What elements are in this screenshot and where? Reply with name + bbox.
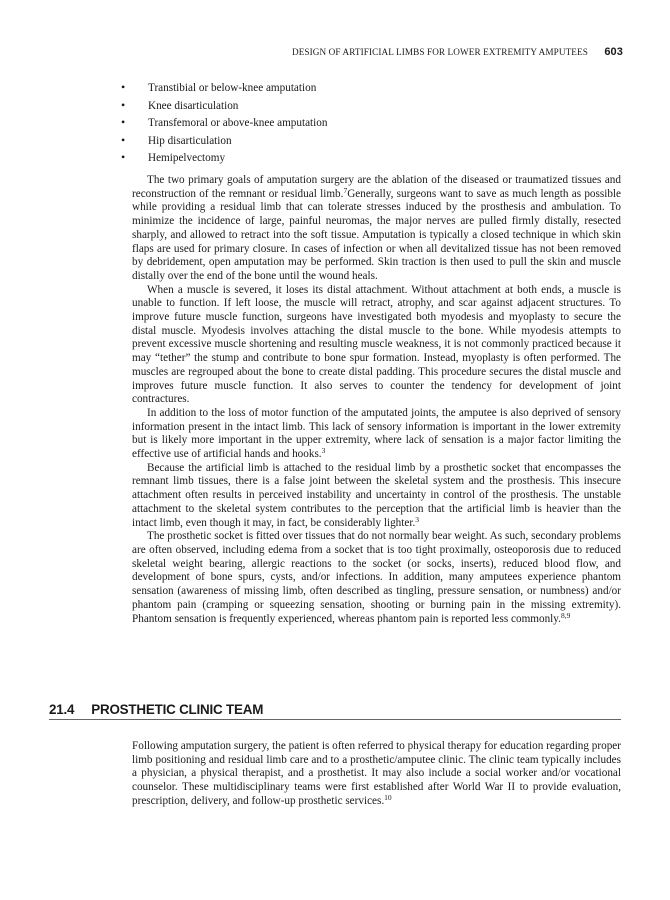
list-item-text: Knee disarticulation [148, 99, 239, 112]
paragraph-sensory: In addition to the loss of motor function of the amputated joints, the amputee is also deprived of sensory information present in the intact limb. This lack of sensory information is important in the lower extremity but is likely more important in the upper extremity, where lack of sensation is a major factor limiting the effective use of artificial hands and hooks.$^3$ [132, 406, 621, 461]
paragraph-muscle: When a muscle is severed, it loses its distal attachment. Without attachment at both ends, a muscle is unable to function. If left loose, the muscle will retract, atrophy, and scar against adjacent structures. To improve future muscle function, surgeons have investigated both myodesis and myoplasty to secure the distal muscle. Myodesis involves attaching the distal muscle to the bone. While myodesis attempts to prevent excessive muscle shortening and resulting muscle weakness, it is not commonly practiced because it may “tether” the stump and contribute to bone spur formation. Instead, myoplasty is often performed. The muscles are regrouped about the bone to create distal padding. This procedure secures the distal muscle and improves future muscle function. It also serves to counter the tendency for development of joint contractures. [132, 283, 621, 406]
bullet-icon: • [121, 132, 126, 147]
amputation-levels-list [121, 79, 327, 167]
list-item-text: Hip disarticulation [148, 134, 232, 147]
citation: 8,9 [560, 610, 571, 620]
section-number: 21.4 [49, 702, 75, 717]
citation: 3 [321, 446, 326, 456]
bullet-icon: • [121, 115, 126, 129]
citation: 3 [415, 514, 419, 524]
bullet-icon: • [121, 150, 126, 164]
section-title: PROSTHETIC CLINIC TEAM [91, 702, 264, 717]
main-body-text [132, 174, 621, 626]
citation: 7 [343, 185, 348, 195]
bullet-icon: • [121, 80, 126, 94]
section-divider [49, 719, 621, 720]
paragraph-secondary-problems: The prosthetic socket is fitted over tissues that do not normally bear weight. As such, secondary problems are often observed, including edema from a socket that is too tight proximally, osteoporosis due to reduced skeletal weight bearing, allergic reactions to the socket (or socks, inserts), reduced blood flow, and development of bone spurs, cysts, and/or infections. In addition, many amputees experience phantom sensation (awareness of missing limb, often described as tingling, pressure sensation, or numbness) and/or phantom pain (cramping or squeezing sensation, shooting or burning pain in the missing extremity). Phantom sensation is frequently experienced, whereas phantom pain is reported less commonly.$^{8,9}$ [132, 530, 621, 625]
list-item [121, 132, 327, 150]
paragraph-socket-attachment: Because the artificial limb is attached to the residual limb by a prosthetic socket that encompasses the remnant limb tissues, there is a false joint between the skeletal system and the prosthesis. This insecure attachment often results in perceived instability and uncertainty in control of the prosthesis. The unstable attachment to the skeletal system contributes to the perception that the artificial limb is heavier than the intact limb, even though it may, in fact, be considerably lighter.$^3$ [132, 461, 621, 529]
page-number: 603 [604, 46, 623, 58]
list-item-text: Transfemoral or above-knee amputation [148, 117, 328, 129]
paragraph-clinic-team: Following amputation surgery, the patient is often referred to physical therapy for education regarding proper limb positioning and residual limb care and to a prosthetic/amputee clinic. The clinic team typically includes a physician, a physical therapist, and a prosthetist. It may also include a social worker and/or vocational counselor. These multidisciplinary teams were first established after World War II to provide evaluation, prescription, delivery, and follow-up prosthetic services.$^{10}$ [132, 740, 621, 807]
list-item [121, 114, 327, 132]
list-item [121, 79, 327, 97]
bullet-icon: • [121, 97, 126, 112]
section-body-text [132, 740, 621, 809]
list-item [121, 149, 327, 167]
citation: 10 [384, 792, 392, 802]
running-header [292, 46, 623, 58]
section-heading [49, 702, 263, 717]
paragraph-surgery-goals: The two primary goals of amputation surgery are the ablation of the diseased or traumatized tissues and reconstruction of the remnant or residual limb.$^7$Generally, surgeons want to save as much length as possible while providing a residual limb that can tolerate stresses induced by the prosthesis and ambulation. To minimize the incidence of large, painful neuromas, the major nerves are pulled firmly distally, resected sharply, and allowed to retract into the soft tissue. Amputation is typically a closed technique in which skin flaps are used for primary closure. In cases of infection or when all devitalized tissue has not been removed by debridement, open amputation may be performed. Skin traction is then used to pull the skin and muscle distally over the end of the bone until the wound heals. [132, 174, 622, 282]
running-header-title: DESIGN OF ARTIFICIAL LIMBS FOR LOWER EXTREMITY AMPUTEES [291, 47, 588, 57]
list-item-text: Hemipelvectomy [148, 152, 226, 164]
list-item-text: Transtibial or below-knee amputation [148, 82, 317, 94]
list-item [121, 97, 327, 115]
